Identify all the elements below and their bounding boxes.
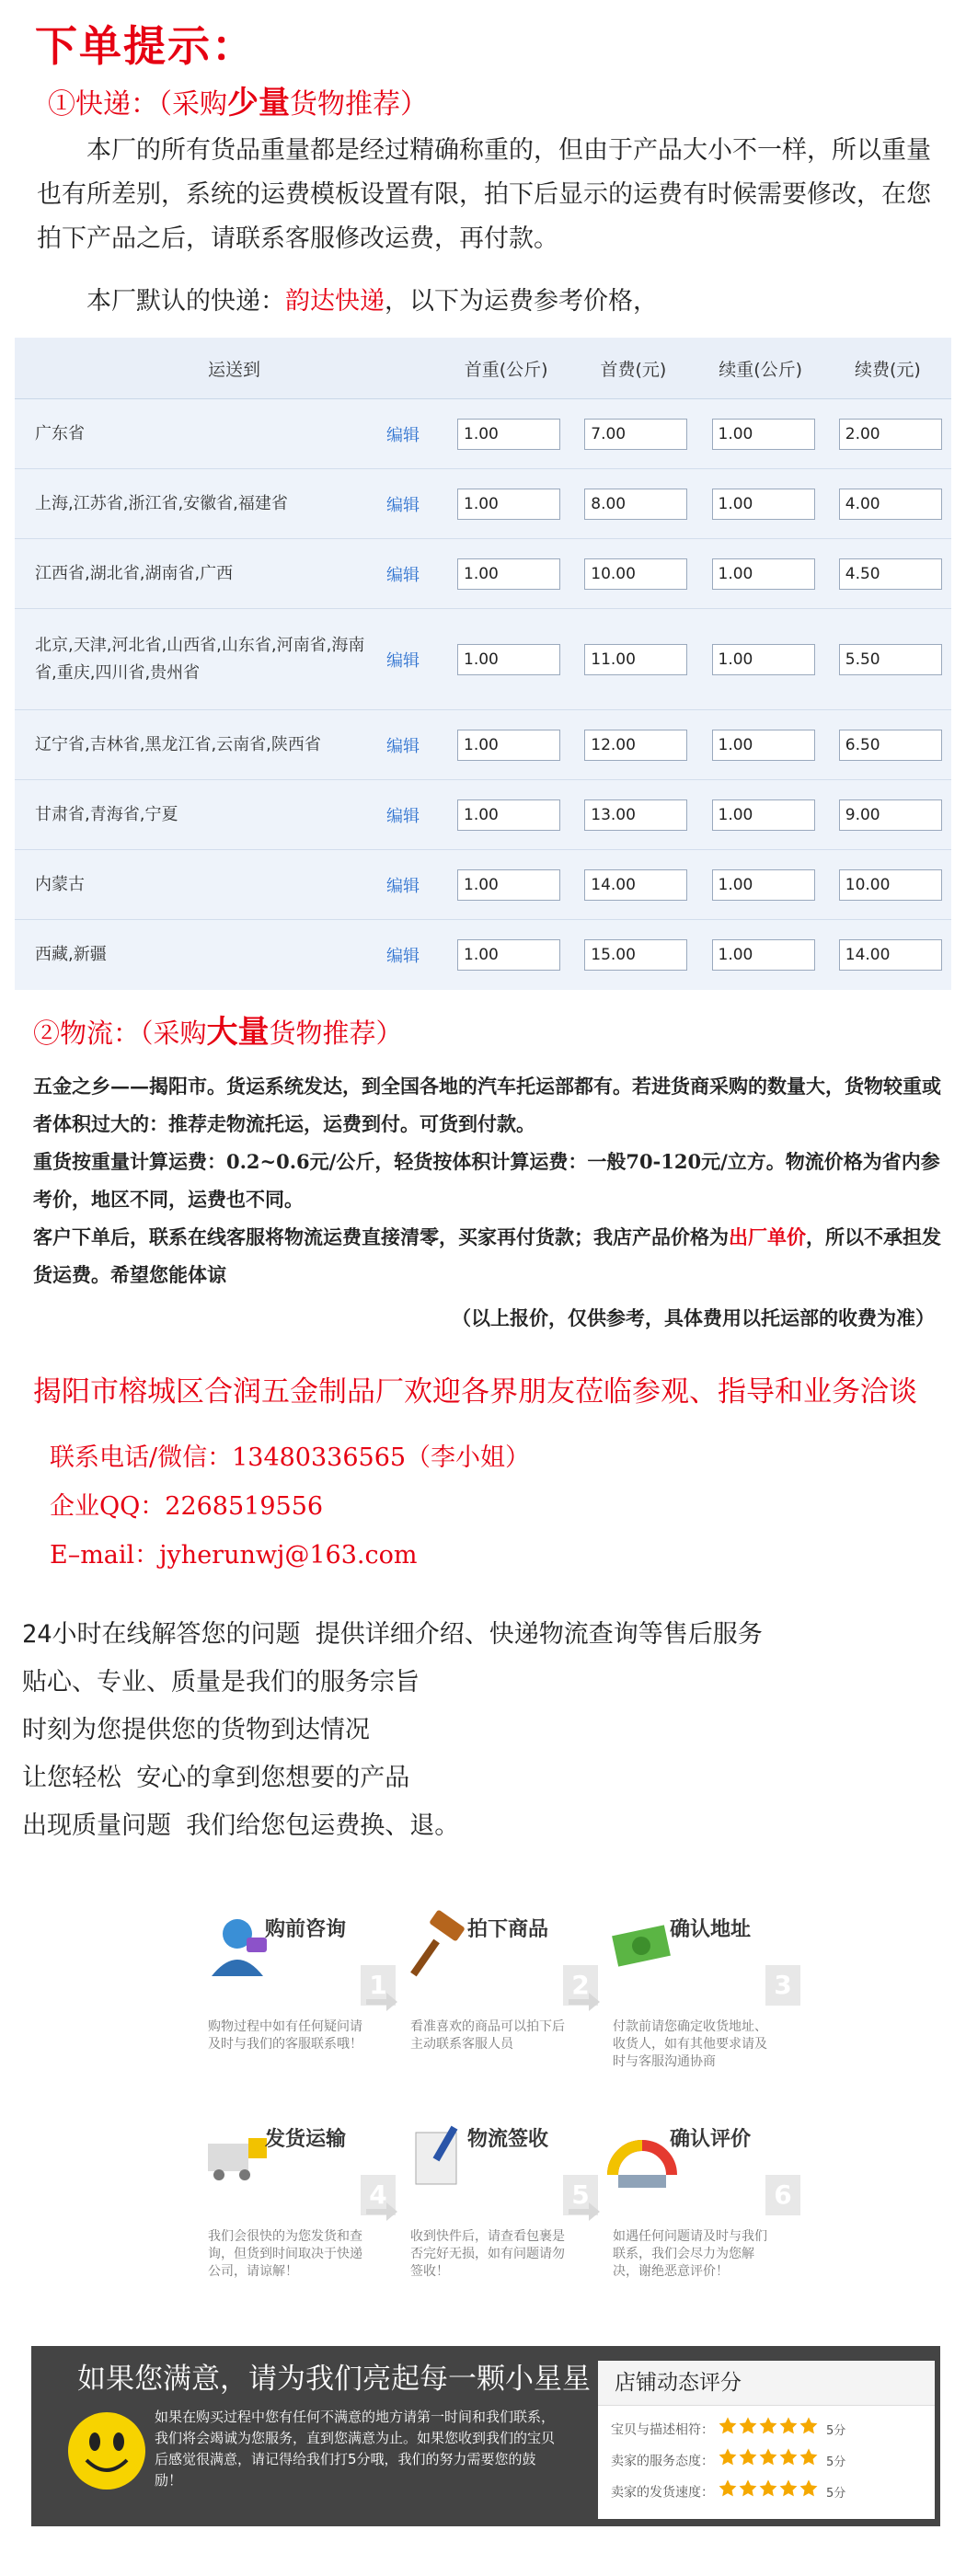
rate-cell [697, 850, 824, 920]
express-heading-em: 少量 [227, 85, 290, 121]
rate-cell [443, 399, 569, 469]
add-weight-field[interactable]: 1.00 [712, 869, 815, 901]
first-weight-field[interactable]: 1.00 [457, 730, 560, 761]
star-icon [718, 2478, 738, 2499]
first-weight-field[interactable]: 1.00 [457, 869, 560, 901]
smiley-face-icon [66, 2410, 147, 2491]
table-row [15, 710, 951, 780]
step-title: 拍下商品 [467, 1918, 549, 1941]
star-icon [799, 2447, 819, 2467]
rate-cell [569, 609, 696, 710]
money-icon [605, 1910, 679, 1984]
step-desc: 看准喜欢的商品可以拍下后主动联系客服人员 [410, 2019, 565, 2052]
table-row [15, 920, 951, 990]
first-fee-field[interactable]: 15.00 [584, 939, 687, 971]
region-cell: 西藏,新疆 [15, 920, 385, 990]
shipping-rate-table [15, 338, 951, 990]
service-line: 贴心、专业、质量是我们的服务宗旨 [22, 1668, 420, 1696]
first-fee-field[interactable]: 12.00 [584, 730, 687, 761]
first-weight-field[interactable]: 1.00 [457, 489, 560, 520]
flow-step [605, 2120, 817, 2304]
rate-cell [824, 710, 951, 780]
add-fee-field[interactable]: 9.00 [839, 799, 942, 831]
first-weight-field[interactable]: 1.00 [457, 799, 560, 831]
add-fee-field[interactable]: 6.50 [839, 730, 942, 761]
table-row [15, 609, 951, 710]
express-heading-pre: ①快递：（采购 [48, 88, 227, 121]
first-fee-field[interactable]: 11.00 [584, 644, 687, 675]
rate-cell [697, 710, 824, 780]
step-number: 1 [361, 1965, 396, 2006]
step-number: 5 [563, 2175, 598, 2215]
courier-name: 韵达快递 [285, 287, 385, 316]
add-weight-field[interactable]: 1.00 [712, 644, 815, 675]
add-weight-field[interactable]: 1.00 [712, 939, 815, 971]
rating-banner [31, 2346, 940, 2526]
table-row [15, 780, 951, 850]
star-icon [758, 2447, 778, 2467]
add-fee-field[interactable]: 14.00 [839, 939, 942, 971]
service-line: 24小时在线解答您的问题 提供详细介绍、快递物流查询等售后服务 [22, 1620, 763, 1649]
first-fee-field[interactable]: 14.00 [584, 869, 687, 901]
logistics-heading-pre: ②物流：（采购 [33, 1018, 207, 1049]
step-title: 确认地址 [670, 1918, 752, 1941]
purchase-flow [99, 1886, 872, 2318]
factory-welcome: 揭阳市榕城区合润五金制品厂欢迎各界朋友莅临参观、指导和业务洽谈 [33, 1375, 917, 1409]
express-heading [48, 77, 428, 122]
rate-cell [569, 539, 696, 609]
region-cell: 辽宁省,吉林省,黑龙江省,云南省,陕西省 [15, 710, 385, 780]
rate-cell [569, 780, 696, 850]
rate-cell [824, 539, 951, 609]
score-row [611, 2447, 845, 2471]
step-number: 2 [563, 1965, 598, 2006]
shop-score-panel [598, 2361, 935, 2519]
rate-cell [824, 469, 951, 539]
add-weight-field[interactable]: 1.00 [712, 489, 815, 520]
sign-document-icon [403, 2120, 477, 2193]
rating-gauge-icon [605, 2120, 679, 2193]
logistics-p3-pre: 客户下单后，联系在线客服将物流运费直接清零，买家再付货款；我店产品价格为 [33, 1225, 729, 1248]
page-title: 下单提示： [35, 21, 256, 71]
rate-cell [697, 920, 824, 990]
arrow-right-icon [569, 1993, 600, 2011]
col-first-weight: 首重(公斤) [443, 338, 569, 399]
first-weight-field[interactable]: 1.00 [457, 558, 560, 590]
step-desc: 购物过程中如有任何疑问请及时与我们的客服联系哦！ [208, 2019, 362, 2052]
express-heading-post: 货物推荐） [290, 88, 428, 121]
step-number: 4 [361, 2175, 396, 2215]
step-desc: 收到快件后，请查看包裹是否完好无损，如有问题请勿签收！ [410, 2229, 565, 2279]
customer-service-icon [201, 1910, 274, 1984]
table-row [15, 539, 951, 609]
edit-link[interactable]: 编辑 [385, 710, 443, 780]
region-cell: 广东省 [15, 399, 385, 469]
first-fee-field[interactable]: 10.00 [584, 558, 687, 590]
price-disclaimer: （以上报价，仅供参考，具体费用以托运部的收费为准） [452, 1307, 935, 1329]
add-weight-field[interactable]: 1.00 [712, 730, 815, 761]
rate-cell [697, 609, 824, 710]
add-fee-field[interactable]: 4.50 [839, 558, 942, 590]
region-cell: 甘肃省,青海省,宁夏 [15, 780, 385, 850]
region-cell: 江西省,湖北省,湖南省,广西 [15, 539, 385, 609]
logistics-heading-post: 货物推荐） [269, 1018, 403, 1049]
step-desc: 我们会很快的为您发货和查询，但货到时间取决于快递公司，请谅解！ [208, 2229, 362, 2279]
rate-cell [824, 780, 951, 850]
rate-cell [569, 399, 696, 469]
courier-label: 本厂默认的快递： [86, 287, 285, 316]
arrow-right-icon [366, 2202, 397, 2221]
rate-cell [443, 920, 569, 990]
score-title: 店铺动态评分 [598, 2361, 935, 2406]
first-fee-field[interactable]: 8.00 [584, 489, 687, 520]
rate-cell [443, 710, 569, 780]
star-icon [799, 2416, 819, 2436]
score-value: 5分 [826, 2486, 846, 2501]
star-rating [718, 2447, 819, 2476]
edit-link[interactable]: 编辑 [385, 609, 443, 710]
star-icon [738, 2478, 758, 2499]
first-fee-field[interactable]: 7.00 [584, 419, 687, 450]
service-line: 出现质量问题 我们给您包运费换、退。 [22, 1811, 460, 1840]
edit-link[interactable]: 编辑 [385, 399, 443, 469]
rate-cell [443, 850, 569, 920]
first-fee-field[interactable]: 13.00 [584, 799, 687, 831]
star-icon [799, 2478, 819, 2499]
star-icon [778, 2416, 799, 2436]
table-row [15, 399, 951, 469]
edit-link[interactable]: 编辑 [385, 539, 443, 609]
arrow-right-icon [569, 2202, 600, 2221]
rate-cell [824, 399, 951, 469]
rate-cell [443, 469, 569, 539]
express-default-courier [37, 280, 948, 324]
logistics-p3-post: ，所以不承担发货运费。希望您能体谅 [33, 1225, 941, 1286]
star-icon [758, 2478, 778, 2499]
rate-cell [697, 780, 824, 850]
score-value: 5分 [826, 2455, 846, 2469]
contact-qq: 企业QQ：2268519556 [50, 1492, 324, 1521]
region-cell: 北京,天津,河北省,山西省,山东省,河南省,海南省,重庆,四川省,贵州省 [15, 609, 385, 710]
score-row [611, 2416, 845, 2440]
col-add-weight: 续重(公斤) [697, 338, 824, 399]
add-fee-field[interactable]: 10.00 [839, 869, 942, 901]
logistics-heading-em: 大量 [206, 1014, 270, 1051]
add-weight-field[interactable]: 1.00 [712, 419, 815, 450]
banner-headline: 如果您满意，请为我们亮起每一颗小星星 [77, 2363, 591, 2396]
rate-cell [697, 469, 824, 539]
first-weight-field[interactable]: 1.00 [457, 419, 560, 450]
first-weight-field[interactable]: 1.00 [457, 939, 560, 971]
rate-cell [697, 539, 824, 609]
banner-description: 如果在购买过程中您有任何不满意的地方请第一时间和我们联系，我们将会竭诚为您服务，直到您满意为止。如果您收到我们的宝贝后感觉很满意，请记得给我们打5分哦，我们的努力需要您的鼓励！ [155, 2409, 556, 2489]
region-cell: 上海,江苏省,浙江省,安徽省,福建省 [15, 469, 385, 539]
star-rating [718, 2416, 819, 2444]
rate-cell [569, 710, 696, 780]
service-line: 让您轻松 安心的拿到您想要的产品 [22, 1764, 410, 1792]
step-number: 6 [765, 2175, 800, 2215]
col-add-fee: 续费(元) [824, 338, 951, 399]
rate-cell [569, 469, 696, 539]
col-first-fee: 首费(元) [569, 338, 696, 399]
logistics-paragraph-1: 五金之乡——揭阳市。货运系统发达，到全国各地的汽车托运部都有。若进货商采购的数量大，货物较重或者体积过大的：推荐走物流托运，运费到付。可货到付款。 [33, 1075, 941, 1135]
score-value: 5分 [826, 2423, 846, 2438]
table-header-row [15, 338, 951, 399]
add-weight-field[interactable]: 1.00 [712, 558, 815, 590]
rate-cell [569, 920, 696, 990]
star-icon [718, 2447, 738, 2467]
edit-link[interactable]: 编辑 [385, 780, 443, 850]
add-weight-field[interactable]: 1.00 [712, 799, 815, 831]
contact-email: E–mail：jyherunwj@163.com [50, 1541, 418, 1570]
rate-cell [824, 850, 951, 920]
step-desc: 付款前请您确定收货地址、收货人，如有其他要求请及时与客服沟通协商 [613, 2019, 767, 2069]
step-desc: 如遇任何问题请及时与我们联系，我们会尽力为您解决，谢绝恶意评价！ [613, 2229, 767, 2279]
first-weight-field[interactable]: 1.00 [457, 644, 560, 675]
flow-step [605, 1910, 817, 2094]
rate-cell [443, 609, 569, 710]
logistics-paragraph-2: 重货按重量计算运费：0.2~0.6元/公斤，轻货按体积计算运费：一般70-120元/立方。物流价格为省内参考价，地区不同，运费也不同。 [33, 1150, 940, 1211]
score-label: 宝贝与描述相符： [611, 2422, 714, 2438]
col-destination: 运送到 [15, 338, 443, 399]
star-icon [778, 2478, 799, 2499]
star-icon [718, 2416, 738, 2436]
logistics-paragraph-3 [33, 1218, 949, 1294]
rate-cell [824, 609, 951, 710]
star-icon [738, 2416, 758, 2436]
contact-phone: 联系电话/微信：13480336565（李小姐） [50, 1443, 531, 1472]
logistics-heading [33, 1006, 403, 1052]
rate-cell [443, 780, 569, 850]
service-line: 时刻为您提供您的货物到达情况 [22, 1716, 370, 1744]
delivery-truck-icon [201, 2120, 274, 2193]
logistics-p3-em: 出厂单价 [729, 1225, 806, 1248]
table-row [15, 850, 951, 920]
star-rating [718, 2478, 819, 2507]
arrow-right-icon [366, 1993, 397, 2011]
add-fee-field[interactable]: 2.00 [839, 419, 942, 450]
rate-cell [569, 850, 696, 920]
table-row [15, 469, 951, 539]
add-fee-field[interactable]: 4.00 [839, 489, 942, 520]
edit-link[interactable]: 编辑 [385, 469, 443, 539]
step-title: 物流签收 [467, 2128, 549, 2151]
score-label: 卖家的发货速度： [611, 2485, 714, 2501]
step-title: 确认评价 [670, 2128, 752, 2151]
add-fee-field[interactable]: 5.50 [839, 644, 942, 675]
courier-note: ，以下为运费参考价格， [385, 287, 658, 316]
star-icon [778, 2447, 799, 2467]
rate-cell [443, 539, 569, 609]
region-cell: 内蒙古 [15, 850, 385, 920]
score-label: 卖家的服务态度： [611, 2454, 714, 2469]
edit-link[interactable]: 编辑 [385, 850, 443, 920]
auction-hammer-icon [403, 1910, 477, 1984]
rate-cell [697, 399, 824, 469]
score-row [611, 2478, 845, 2502]
step-title: 购前咨询 [265, 1918, 347, 1941]
step-number: 3 [765, 1965, 800, 2006]
edit-link[interactable]: 编辑 [385, 920, 443, 990]
express-paragraph: 本厂的所有货品重量都是经过精确称重的，但由于产品大小不一样，所以重量也有所差别，系统的运费模板设置有限，拍下后显示的运费有时候需要修改，在您拍下产品之后，请联系客服修改运费，再付款。 [37, 136, 931, 253]
star-icon [758, 2416, 778, 2436]
star-icon [738, 2447, 758, 2467]
rate-cell [824, 920, 951, 990]
step-title: 发货运输 [265, 2128, 347, 2151]
